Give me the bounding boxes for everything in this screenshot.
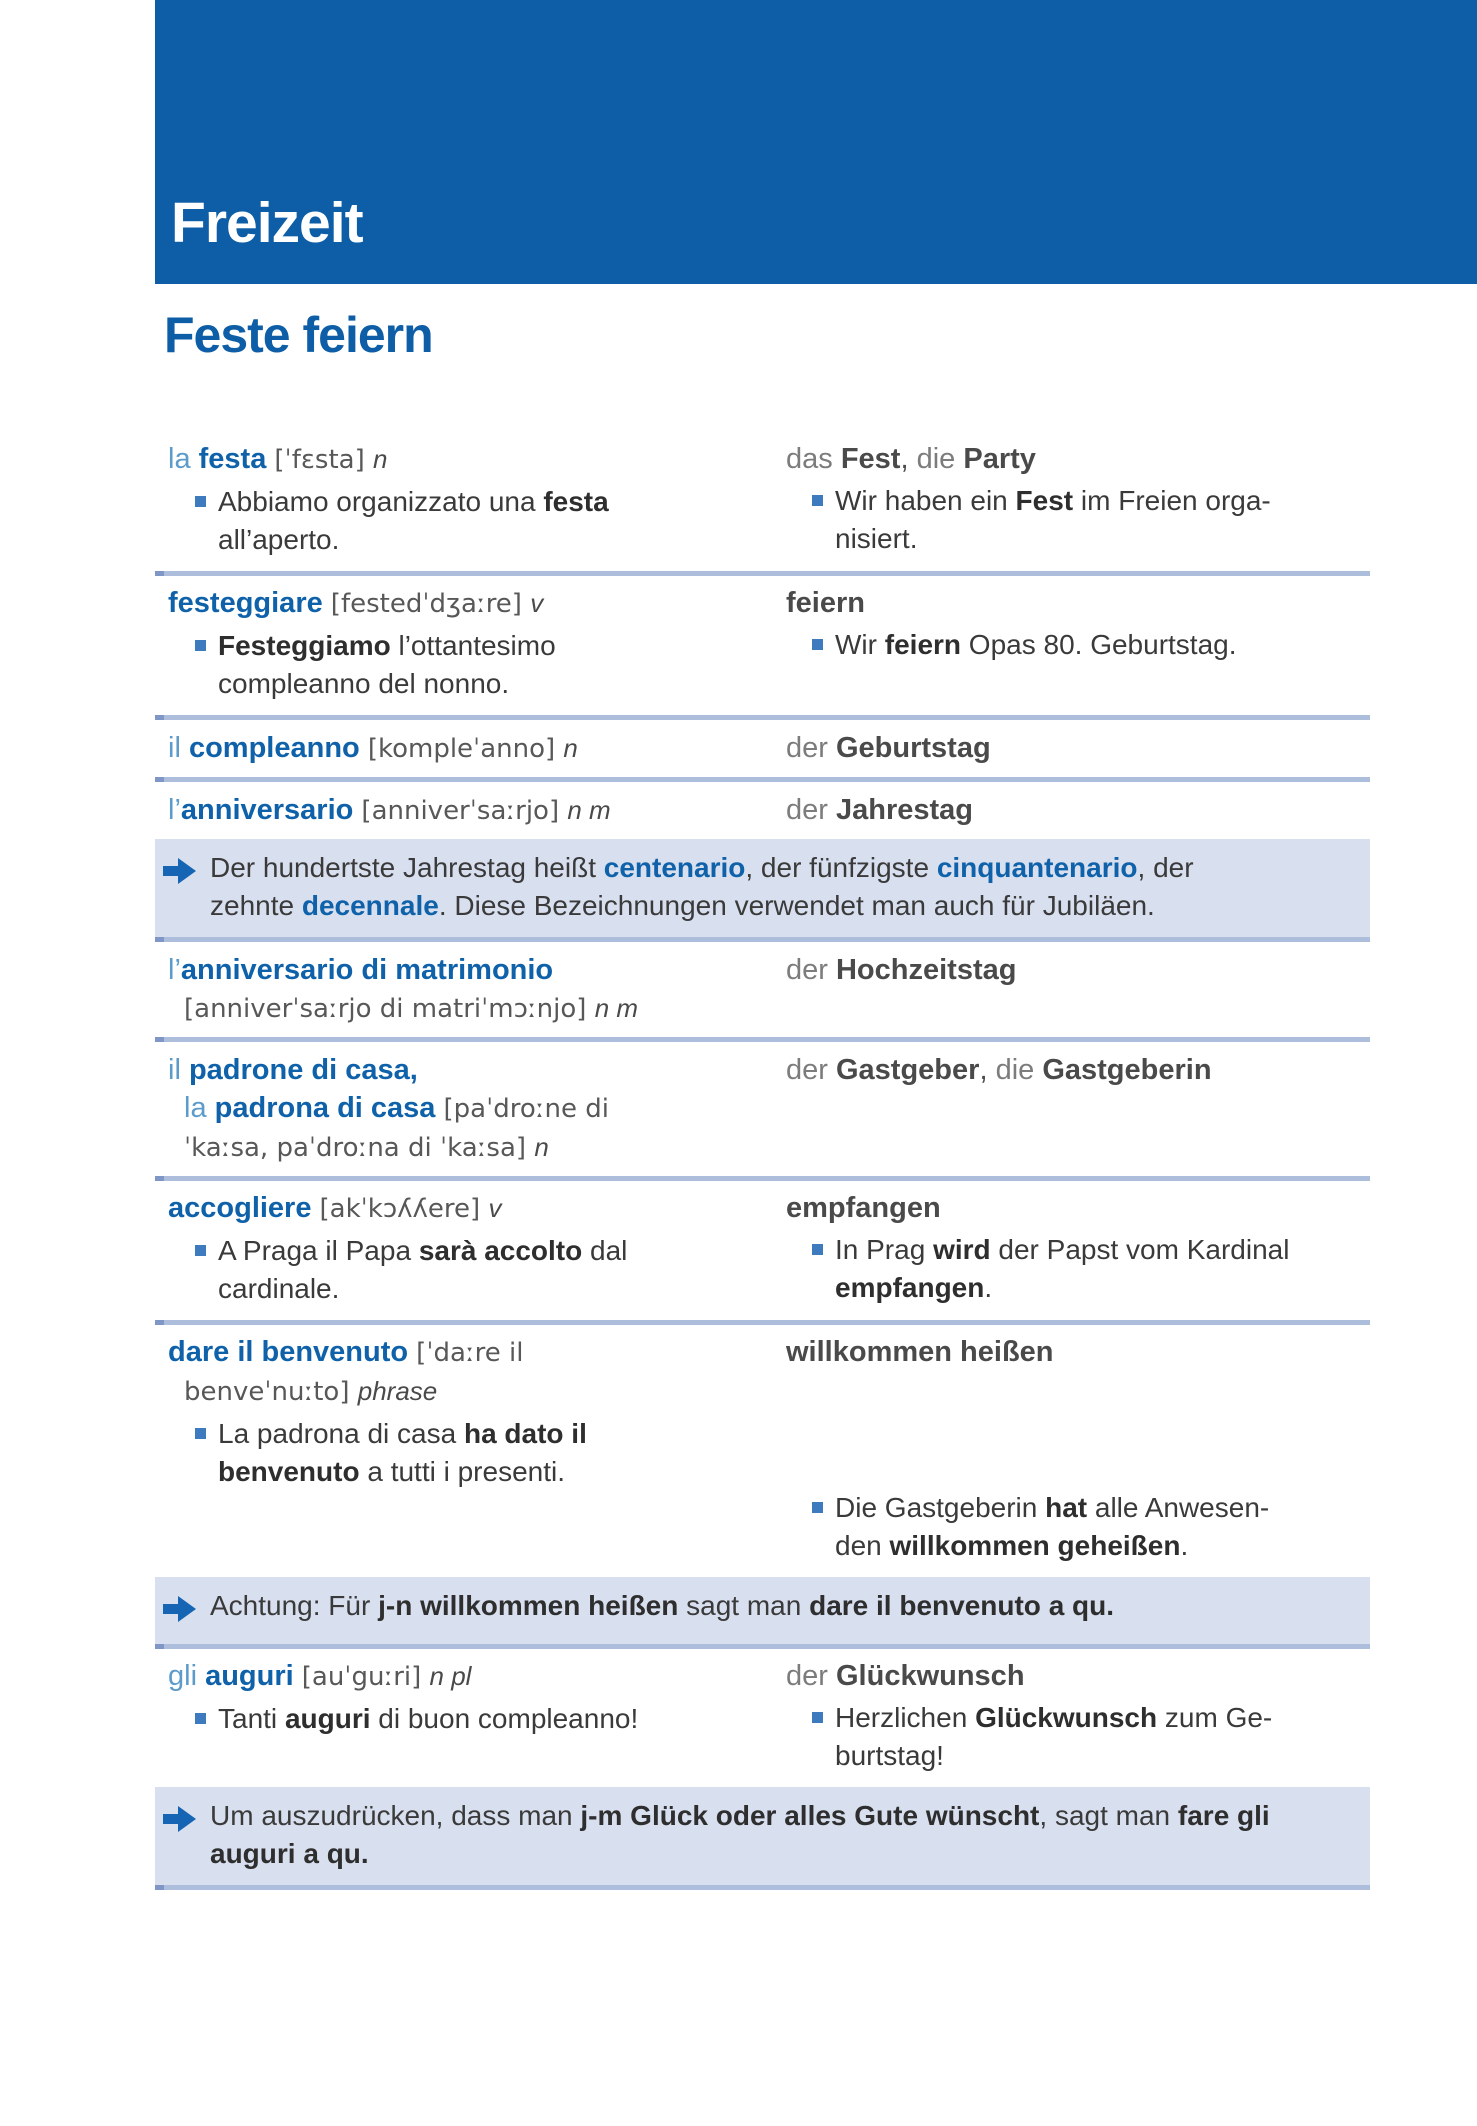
italian-column: [155, 951, 786, 1028]
entry-row-dare-il-benvenuto: [155, 1325, 1370, 1577]
italian-column: [155, 1051, 786, 1167]
entry-row-anniversario-di-matrimonio: [155, 942, 1370, 1037]
example-german: [835, 626, 1370, 664]
example-italian: [218, 1232, 786, 1308]
bullet-icon: [812, 1244, 823, 1255]
entry-row-festa: [155, 432, 1370, 571]
article: il: [168, 732, 189, 764]
example-italian: [218, 627, 786, 703]
german-article: der: [786, 1054, 836, 1086]
example-segment-bold: empfangen: [835, 1272, 985, 1303]
example-segment: In Prag: [835, 1234, 934, 1265]
pos-label: n pl: [429, 1661, 472, 1691]
headword-continuation: [184, 1372, 786, 1411]
bullet-icon: [195, 1428, 206, 1439]
german-headword: Geburtstag: [835, 732, 991, 764]
entry-row-festeggiare: [155, 576, 1370, 715]
bullet-icon: [195, 1245, 206, 1256]
info-segment: Der hundertste Jahrestag heißt: [210, 852, 604, 883]
example-segment: l’ottantesimo: [390, 630, 556, 661]
article: l’: [168, 794, 181, 826]
german-headword: willkommen heißen: [786, 1336, 1054, 1368]
example-segment-bold: auguri: [284, 1703, 371, 1734]
headword: auguri: [205, 1660, 302, 1692]
example-segment-bold: festa: [543, 486, 609, 517]
example-segment: nisiert.: [835, 523, 918, 554]
headword: festa: [198, 443, 275, 475]
example-segment: Herzlichen: [835, 1702, 976, 1733]
german-headword: Party: [963, 443, 1036, 475]
german-column: [786, 584, 1370, 703]
info-segment: , der: [1137, 852, 1194, 883]
headword-line: [168, 951, 786, 989]
headword-line: [168, 1333, 786, 1372]
ipa-transcription: [akˈkɔʎʎere]: [319, 1194, 489, 1224]
italian-column: [155, 1333, 786, 1565]
example-segment-bold: ha dato il: [463, 1418, 587, 1449]
info-box-glueckwunsch: [155, 1787, 1370, 1890]
pos-label: phrase: [357, 1376, 438, 1406]
chapter-header-band: [155, 0, 1477, 284]
example-segment: der Papst vom Kardinal: [990, 1234, 1290, 1265]
headword: anniversario: [180, 794, 362, 826]
entry-divider: [155, 777, 1370, 782]
ipa-transcription: [kompleˈanno]: [367, 734, 564, 764]
ipa-transcription: ˈkaːsa, paˈdroːna di ˈkaːsa]: [184, 1133, 535, 1163]
german-article: der: [786, 732, 836, 764]
german-column: [786, 791, 1370, 830]
info-arrow-icon: [163, 1594, 196, 1632]
headword-continuation: [184, 1128, 786, 1167]
headword-continuation: [184, 989, 786, 1028]
example-german: [835, 1231, 1370, 1307]
german-column: [786, 1189, 1370, 1308]
german-column: [786, 1657, 1370, 1775]
example-segment: di buon compleanno!: [370, 1703, 639, 1734]
headword: accogliere: [168, 1192, 320, 1224]
example-italian: [218, 1700, 786, 1738]
info-segment: , der fünfzigste: [745, 852, 937, 883]
vocabulary-list: [155, 432, 1370, 1890]
example-segment: cardinale.: [218, 1273, 340, 1304]
italian-column: [155, 1657, 786, 1775]
headword-line: [168, 1657, 786, 1696]
info-segment-bold: auguri a qu.: [210, 1838, 369, 1869]
entry-row-accogliere: [155, 1181, 1370, 1320]
german-column: [786, 1333, 1370, 1565]
german-headword: Jahrestag: [835, 794, 973, 826]
example-segment: im Freien orga-: [1073, 485, 1271, 516]
ipa-transcription: [anniverˈsaːrjo di matriˈmɔːnjo]: [184, 994, 595, 1024]
article: il: [168, 1054, 189, 1086]
example-german: [835, 482, 1370, 558]
headword: padrone di casa,: [188, 1054, 418, 1086]
info-keyword: centenario: [603, 852, 746, 883]
example-segment: Die Gastgeberin: [835, 1492, 1046, 1523]
example-segment-bold: willkommen geheißen: [889, 1530, 1181, 1561]
ipa-transcription: [ˈdaːre il: [416, 1338, 524, 1368]
translation-line: [786, 1333, 1370, 1371]
headword-line: [168, 584, 786, 623]
entry-row-padrone-di-casa: [155, 1042, 1370, 1176]
german-headword: Gastgeberin: [1042, 1054, 1212, 1086]
entry-row-anniversario: [155, 782, 1370, 839]
info-segment: sagt man: [678, 1590, 810, 1621]
info-segment: Achtung: Für: [210, 1590, 379, 1621]
translation-line: [786, 584, 1370, 622]
bullet-icon: [812, 639, 823, 650]
german-headword: Hochzeitstag: [835, 954, 1017, 986]
ipa-transcription: [auˈguːri]: [301, 1662, 430, 1692]
translation-line: [786, 1051, 1370, 1089]
headword-line: [168, 1051, 786, 1089]
ipa-transcription: [festedˈdʒaːre]: [330, 589, 531, 619]
entry-divider: [155, 715, 1370, 720]
ipa-transcription: [ˈfɛsta]: [274, 445, 373, 475]
info-box-willkommen: [155, 1577, 1370, 1649]
example-segment: Wir: [835, 629, 885, 660]
ipa-transcription: benveˈnuːto]: [184, 1377, 358, 1407]
german-article: die: [995, 1054, 1043, 1086]
german-article: der: [786, 954, 836, 986]
italian-column: [155, 1189, 786, 1308]
headword: dare il benvenuto: [168, 1336, 417, 1368]
info-segment: Um auszudrücken, dass man: [210, 1800, 581, 1831]
italian-column: [155, 729, 786, 768]
example-segment-bold: Fest: [1015, 485, 1074, 516]
german-column: [786, 729, 1370, 768]
example-segment: Tanti: [218, 1703, 285, 1734]
headword: anniversario di matrimonio: [180, 954, 554, 986]
chapter-title: Freizeit: [171, 191, 363, 255]
example-german: [835, 1699, 1370, 1775]
german-column: [786, 951, 1370, 1028]
info-arrow-icon: [163, 856, 196, 925]
german-headword: empfangen: [786, 1192, 941, 1224]
headword: padrona di casa: [214, 1092, 444, 1124]
info-segment-bold: dare il benvenuto a qu.: [809, 1590, 1115, 1621]
translation-line: [786, 1189, 1370, 1227]
bullet-icon: [195, 496, 206, 507]
info-keyword: cinquantenario: [936, 852, 1138, 883]
info-text: [210, 849, 1194, 925]
pos-label: v: [488, 1193, 502, 1223]
info-box-jahrestag: [155, 839, 1370, 942]
translation-line: [786, 791, 1370, 829]
headword-line-2: [184, 1089, 786, 1128]
german-headword: Gastgeber: [835, 1054, 980, 1086]
german-headword: Fest: [840, 443, 901, 475]
example-italian: [218, 483, 786, 559]
example-segment: Abbiamo organizzato una: [218, 486, 544, 517]
headword-line: [168, 440, 786, 479]
translation-line: [786, 951, 1370, 989]
info-segment: , sagt man: [1039, 1800, 1178, 1831]
info-segment: . Diese Bezeichnungen verwendet man auch für Jubiläen.: [438, 890, 1155, 921]
pos-label: n: [373, 444, 388, 474]
headword-line: [168, 1189, 786, 1228]
example-segment-bold: Glückwunsch: [975, 1702, 1158, 1733]
bullet-icon: [812, 1502, 823, 1513]
german-column: [786, 440, 1370, 559]
separator: ,: [900, 443, 917, 475]
example-segment: .: [1180, 1530, 1189, 1561]
example-segment-bold: wird: [933, 1234, 991, 1265]
pos-label: n m: [594, 993, 639, 1023]
example-segment-bold: Festeggiamo: [218, 630, 391, 661]
example-segment: a tutti i presenti.: [359, 1456, 565, 1487]
section-title: Feste feiern: [164, 307, 433, 363]
ipa-transcription: [paˈdroːne di: [443, 1094, 609, 1124]
german-headword: feiern: [786, 587, 865, 619]
example-segment: alle Anwesen-: [1087, 1492, 1270, 1523]
pos-label: n m: [567, 795, 611, 825]
italian-column: [155, 791, 786, 830]
bullet-icon: [812, 1712, 823, 1723]
info-keyword: decennale: [301, 890, 439, 921]
example-segment-bold: feiern: [884, 629, 962, 660]
info-segment-bold: fare gli: [1177, 1800, 1270, 1831]
headword: compleanno: [188, 732, 368, 764]
entry-divider: [155, 571, 1370, 576]
german-headword: Glückwunsch: [835, 1660, 1025, 1692]
headword-line: [168, 729, 786, 768]
article: la: [168, 443, 199, 475]
example-segment: Opas 80. Geburtstag.: [961, 629, 1237, 660]
example-segment: compleanno del nonno.: [218, 668, 510, 699]
info-text: [210, 1797, 1270, 1873]
example-segment: dal: [582, 1235, 628, 1266]
info-segment-bold: j-m Glück oder alles Gute wünscht: [580, 1800, 1040, 1831]
example-segment-bold: sarà accolto: [418, 1235, 583, 1266]
italian-column: [155, 584, 786, 703]
example-segment: La padrona di casa: [218, 1418, 464, 1449]
pos-label: n: [534, 1132, 549, 1162]
german-article: der: [786, 794, 836, 826]
translation-line: [786, 729, 1370, 767]
bullet-icon: [195, 640, 206, 651]
article: gli: [168, 1660, 206, 1692]
german-article: der: [786, 1660, 836, 1692]
example-segment: burtstag!: [835, 1740, 944, 1771]
translation-line: [786, 440, 1370, 478]
entry-divider: [155, 1320, 1370, 1325]
pos-label: n: [563, 733, 578, 763]
bullet-icon: [812, 495, 823, 506]
german-column: [786, 1051, 1370, 1167]
example-segment: Wir haben ein: [835, 485, 1016, 516]
info-arrow-icon: [163, 1804, 196, 1873]
german-article: die: [916, 443, 964, 475]
entry-row-auguri: [155, 1649, 1370, 1787]
translation-line: [786, 1657, 1370, 1695]
german-article: das: [786, 443, 841, 475]
example-segment-bold: hat: [1045, 1492, 1088, 1523]
italian-column: [155, 440, 786, 559]
article: la: [184, 1092, 215, 1124]
example-segment: all’aperto.: [218, 524, 340, 555]
info-text: [210, 1587, 1114, 1632]
example-segment: zum Ge-: [1157, 1702, 1273, 1733]
info-segment-bold: j-n willkommen heißen: [378, 1590, 679, 1621]
separator: ,: [979, 1054, 996, 1086]
headword-line: [168, 791, 786, 830]
ipa-transcription: [anniverˈsaːrjo]: [361, 796, 568, 826]
headword: festeggiare: [168, 587, 331, 619]
entry-divider: [155, 1176, 1370, 1181]
example-segment-bold: benvenuto: [218, 1456, 360, 1487]
example-german: [835, 1489, 1370, 1565]
entry-row-compleanno: [155, 720, 1370, 777]
bullet-icon: [195, 1713, 206, 1724]
article: l’: [168, 954, 181, 986]
entry-divider: [155, 1037, 1370, 1042]
info-segment: zehnte: [210, 890, 302, 921]
example-segment: den: [835, 1530, 890, 1561]
example-segment: A Praga il Papa: [218, 1235, 419, 1266]
example-segment: .: [984, 1272, 993, 1303]
example-italian: [218, 1415, 786, 1491]
pos-label: v: [530, 588, 544, 618]
